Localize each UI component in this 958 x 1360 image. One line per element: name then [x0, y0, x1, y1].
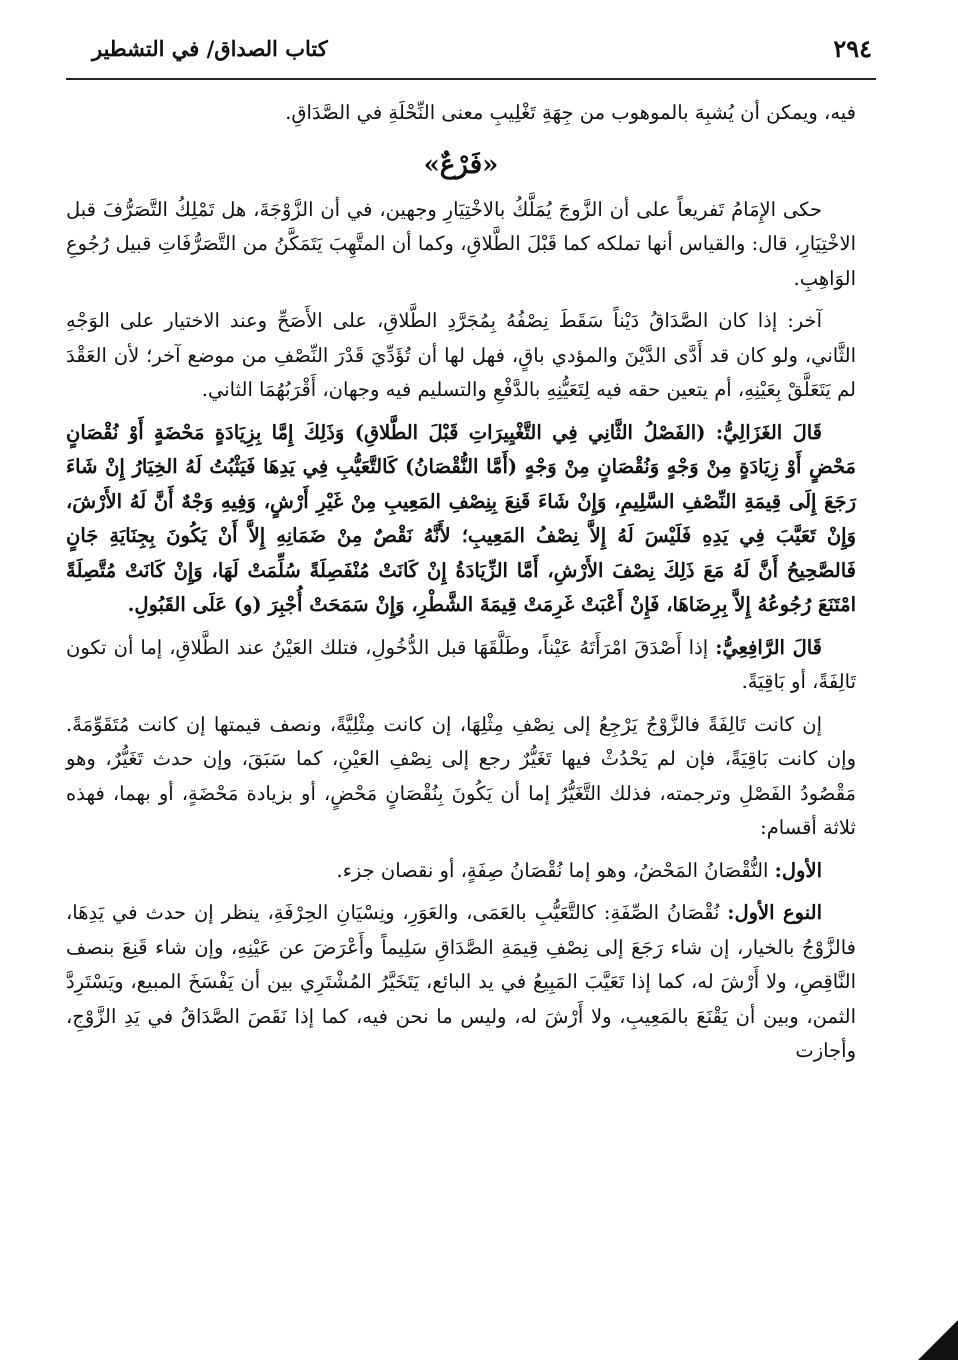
first-type-lead: النوع الأول:	[727, 901, 822, 924]
scan-corner-mark	[918, 1320, 958, 1360]
rafii-commentary	[66, 631, 856, 700]
paragraph: حكى الإِمَامُ تَفريعاً على أن الزَّوجَ يُمَلَّكُ بالاخْتِيَارِ وجهين، في أن الزَّوْجَةَ، هل تَمْلِكُ التَّصَرُّفَ قبل الاخْتِيَارِ، قال: والقياس أنها تملكه كما قَبْلَ الطَّلاقِ، وكما أن المتَّهِبَ يَتَمَكَّنُ من التَّصَرُّفَاتِ قبيل رُجُوعِ الوَاهِبِ.	[66, 197, 856, 290]
ghazali-lead: قَالَ الغَزَالِيُّ:	[715, 420, 823, 444]
first-division-lead: الأول:	[774, 858, 822, 882]
page-number: ٢٩٤	[833, 34, 872, 63]
ghazali-quote	[66, 416, 856, 623]
first-division-text: النُّقْصَانُ المَحْضُ، وهو إما نُقْصَانُ صِفَةٍ، أو نقصان جزء.	[336, 858, 769, 882]
first-division	[66, 854, 856, 889]
rafii-text: إذا أَصْدَقَ امْرَأَتَهُ عَيْناً، وطَلَّقَهَا قبل الدُّخُولِ، فتلك العَيْنُ عند الطَّلاقِ، إما أن تكون تَالِفَةً، أو بَاقِيَةً.	[66, 635, 856, 693]
running-title: كتاب الصداق/ في التشطير	[92, 36, 328, 61]
first-type-text: نُقْصَانُ الصِّفَةِ: كالتَّعَيُّبِ بالعَمَى، والعَوَرِ، ونِسْيَانِ الحِرْفَةِ، ينظر إن حدث في يَدِهَا، فالزَّوْجُ بالخيار، إن شاء رَجَعَ إلى نِصْفِ قِيمَةِ الصَّدَاقِ سَلِيماً وأَعْرَضَ عن عَيْنِهِ، وإن شاء قَنِعَ بنصف النَّاقِصِ، ولا أَرْشَ له، كما إذا تَعَيَّبَ المَبِيعُ في يد البائع، يَتَخَيَّرُ المُشْتَرِي بين أن يَفْسَخَ المبيع، ويَسْتَرِدَّ الثمن، وبين أن يَقْنَعَ بالمَعِيبِ، ولا أَرْشَ له، وليس ما نحن فيه، كما إذا نَقَصَ الصَّدَاقُ في يَدِ الزَّوْجِ، وأجازت	[66, 901, 856, 1062]
rafii-lead: قَالَ الرَّافِعِيُّ:	[715, 635, 822, 659]
section-heading: «فَرْعٌ»	[423, 149, 499, 180]
page-header	[92, 32, 872, 72]
paragraph-continuation: فيه، ويمكن أن يُشبِهَ بالموهوب من جِهَةِ تَغْلِيبِ معنى النِّحْلَةِ في الصَّدَاقِ.	[285, 101, 856, 124]
ghazali-text: (الفَصْلُ الثَّانِي فِي التَّغْيِيرَاتِ قَبْلَ الطَّلاقِ) وَذَلِكَ إِمَّا بِزِيَادَةٍ مَحْضَةٍ أَوْ نُقْصَانٍ مَحْضٍ أَوْ زِيَادَةٍ مِنْ وَجْهٍ وَنُقْصَانٍ مِنْ وَجْهٍ (أَمَّا النُّقْصَانُ) كَالتَّعَيُّبِ فِي يَدِهَا فَيَثْبُتُ لَهُ الخِيَارُ إِنْ شَاءَ رَجَعَ إِلَى قِيمَةِ النِّصْفِ السَّلِيمِ، وَإِنْ شَاءَ قَنِعَ بِنِصْفِ المَعِيبِ مِنْ غَيْرِ أَرْشٍ، وَفِيهِ وَجْهٌ أَنَّ لَهُ الأَرْشَ، وَإِنْ تَعَيَّبَ فِي يَدِهِ فَلَيْسَ لَهُ إِلاَّ نِصْفُ المَعِيبِ؛ لأَنَّهُ نَقْصٌ مِنْ ضَمَانِهِ إِلاَّ أَنْ يَكُونَ بِجِنَايَةِ جَانٍ فَالصَّحِيحُ أَنَّ لَهُ مَعَ ذَلِكَ نِصْفَ الأَرْشِ، أَمَّا الزِّيَادَةُ إِنْ كَانَتْ مُنْفَصِلَةً سُلِّمَتْ لَهَا، وَإِنْ كَانَتْ مُتَّصِلَةً امْتَنَعَ رُجُوعُهُ إِلاَّ بِرِضَاهَا، فَإِنْ أَعْبَتْ غَرِمَتْ قِيمَةَ الشَّطْرِ، وَإِنْ سَمَحَتْ أُجْبِرَ (و) عَلَى القَبُولِ.	[66, 420, 856, 616]
page-body	[66, 96, 856, 1077]
paragraph: إن كانت تَالِفَةً فالزَّوْجُ يَرْجِعُ إلى نِصْفِ مِثْلِهَا، إن كانت مِثْلِيَّةً، ونصف قيمتها إن كانت مُتَقَوِّمَةً. وإن كانت بَاقِيَةً، فإن لم يَحْدُثْ فيها تَغَيُّرٌ رجع إلى نِصْفِ العَيْنِ، كما سَبَقَ، وإن حدث تَغَيُّرٌ، وهو مَقْصُودُ الفَصْلِ وترجمته، فذلك التَّغَيُّرُ إما أن يَكُونَ بِنُقْصَانٍ مَحْضٍ، أو بزيادة مَحْضَةٍ، أو بهما، فهذه ثلاثة أقسام:	[66, 712, 856, 839]
header-divider	[66, 78, 876, 80]
first-type	[66, 896, 856, 1069]
paragraph: آخر: إذا كان الصَّدَاقُ دَيْناً سَقَطَ نِصْفُهُ بِمُجَرَّدِ الطَّلاقِ، على الأَصَحِّ وعند الاختيار على الوَجْهِ الثَّاني، ولو كان قد أَدَّى الدَّيْنَ والمؤدي باقٍ، فهل لها أن تُؤَدِّيَ قَدْرَ النِّصْفِ من موضع آخر؛ لأن العَقْدَ لم يَتَعَلَّقْ بِعَيْنِهِ، أم يتعين حقه فيه لِتَعَيُّنِهِ بالدَّفْعِ والتسليم فيه وجهان، أَقْرَبُهُمَا الثاني.	[66, 309, 856, 401]
